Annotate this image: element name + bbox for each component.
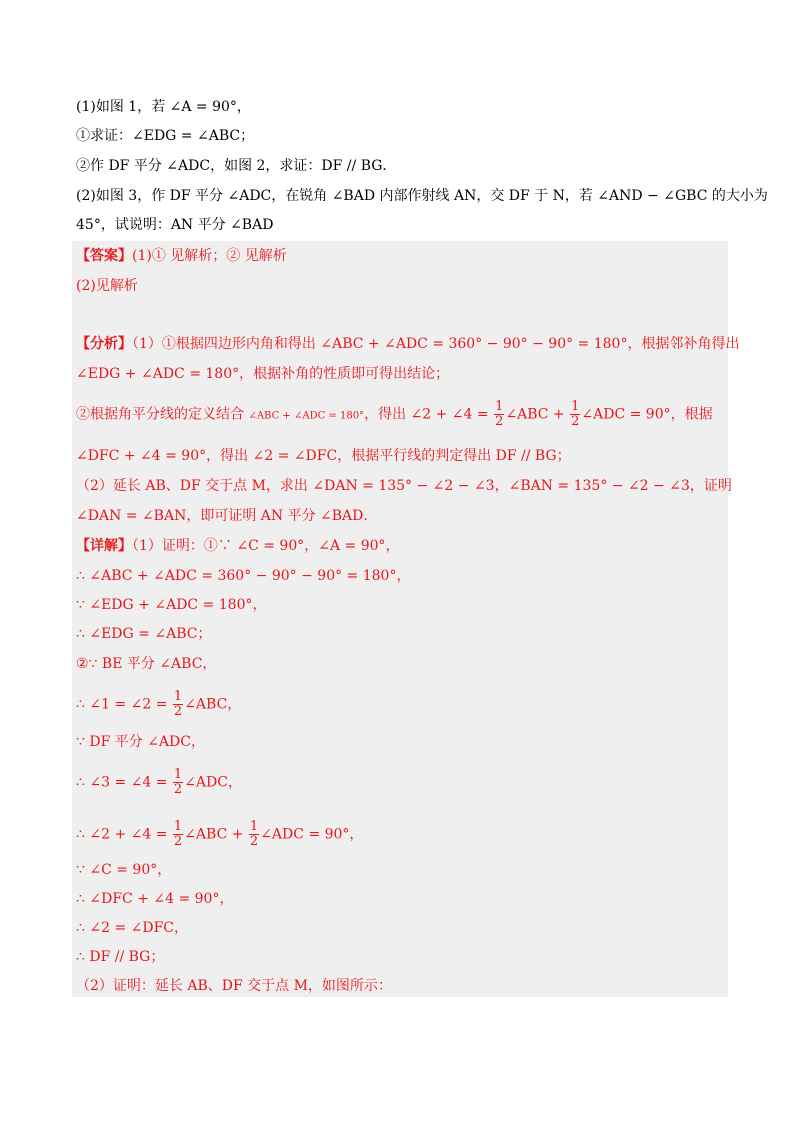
detail-line-8 [76,768,242,797]
analysis-text-3c: ∠ABC + [505,406,565,423]
detail-text-6b: ∠ABC， [184,696,242,713]
fraction-half: $\frac{1}{2}$ [249,819,259,849]
detail-line-5: ②∵ BE 平分 ∠ABC， [76,656,217,672]
answer-text-1: (1)① 见解析；② 见解析 [132,248,287,264]
analysis-line-2: ∠EDG + ∠ADC = 180°，根据补角的性质即可得出结论； [76,366,450,382]
question-1-part-2: ②作 DF 平分 ∠ADC，如图 2，求证：DF // BG． [76,158,397,174]
detail-text-9c: ∠ADC = 90°， [260,826,364,843]
detail-line-11: ∴ ∠DFC + ∠4 = 90°， [76,891,234,907]
detail-text-8b: ∠ADC， [184,774,242,791]
detail-line-14: （2）证明：延长 AB、DF 交于点 M，如图所示： [76,978,392,994]
fraction-half: $\frac{1}{2}$ [173,767,183,797]
detail-line-9 [76,820,363,849]
answer-line-1 [76,246,287,266]
question-2-line-1: (2)如图 3，作 DF 平分 ∠ADC，在锐角 ∠BAD 内部作射线 AN，交 DF 于 N，若 ∠AND − ∠GBC 的大小为 [76,188,768,204]
analysis-line-4: ∠DFC + ∠4 = 90°，得出 ∠2 = ∠DFC，根据平行线的判定得出 DF // BG； [76,448,571,464]
detail-line-1 [76,536,400,556]
question-2-line-2: 45°，试说明：AN 平分 ∠BAD [76,217,274,233]
analysis-text-3a: ②根据角平分线的定义结合 [76,406,244,423]
analysis-text-3b: ，得出 ∠2 + ∠4 = [364,406,489,423]
analysis-text-1: （1）①根据四边形内角和得出 ∠ABC + ∠ADC = 360° − 90° − 90° = 180°，根据邻补角得出 [132,336,740,352]
analysis-label: 【分析】 [76,336,132,352]
detail-label: 【详解】 [76,538,132,554]
analysis-text-3d: ∠ADC = 90°，根据 [581,406,713,423]
fraction-half: $\frac{1}{2}$ [571,399,580,429]
answer-label: 【答案】 [76,248,132,264]
analysis-line-3 [76,400,713,429]
detail-text-1: （1）证明：①∵ ∠C = 90°，∠A = 90°， [132,538,400,554]
detail-line-3: ∵ ∠EDG + ∠ADC = 180°， [76,597,267,613]
solution-panel [72,241,728,997]
detail-line-4: ∴ ∠EDG = ∠ABC； [76,626,212,642]
detail-line-10: ∵ ∠C = 90°， [76,862,172,878]
analysis-line-1 [76,334,739,354]
detail-line-6 [76,690,241,719]
detail-text-8: ∴ ∠3 = ∠4 = [76,774,168,791]
fraction-half: $\frac{1}{2}$ [173,689,183,719]
detail-text-9b: ∠ABC + [184,826,244,843]
detail-text-9: ∴ ∠2 + ∠4 = [76,826,168,843]
detail-line-13: ∴ DF // BG； [76,949,165,965]
analysis-line-6: ∠DAN = ∠BAN，即可证明 AN 平分 ∠BAD． [76,508,378,524]
detail-line-2: ∴ ∠ABC + ∠ADC = 360° − 90° − 90° = 180°， [76,568,411,584]
analysis-small-formula: ∠ABC + ∠ADC = 180° [248,410,365,422]
fraction-half: $\frac{1}{2}$ [495,399,504,429]
detail-text-6: ∴ ∠1 = ∠2 = [76,696,168,713]
detail-line-12: ∴ ∠2 = ∠DFC， [76,920,189,936]
analysis-line-5: （2）延长 AB、DF 交于点 M，求出 ∠DAN = 135° − ∠2 − ∠3，∠BAN = 135° − ∠2 − ∠3，证明 [76,478,732,494]
detail-line-7: ∵ DF 平分 ∠ADC， [76,734,205,750]
answer-line-2: (2)见解析 [76,278,138,294]
question-1-part-1: ①求证：∠EDG = ∠ABC； [76,128,255,144]
fraction-half: $\frac{1}{2}$ [173,819,183,849]
question-1-intro: (1)如图 1，若 ∠A = 90°， [76,99,251,115]
